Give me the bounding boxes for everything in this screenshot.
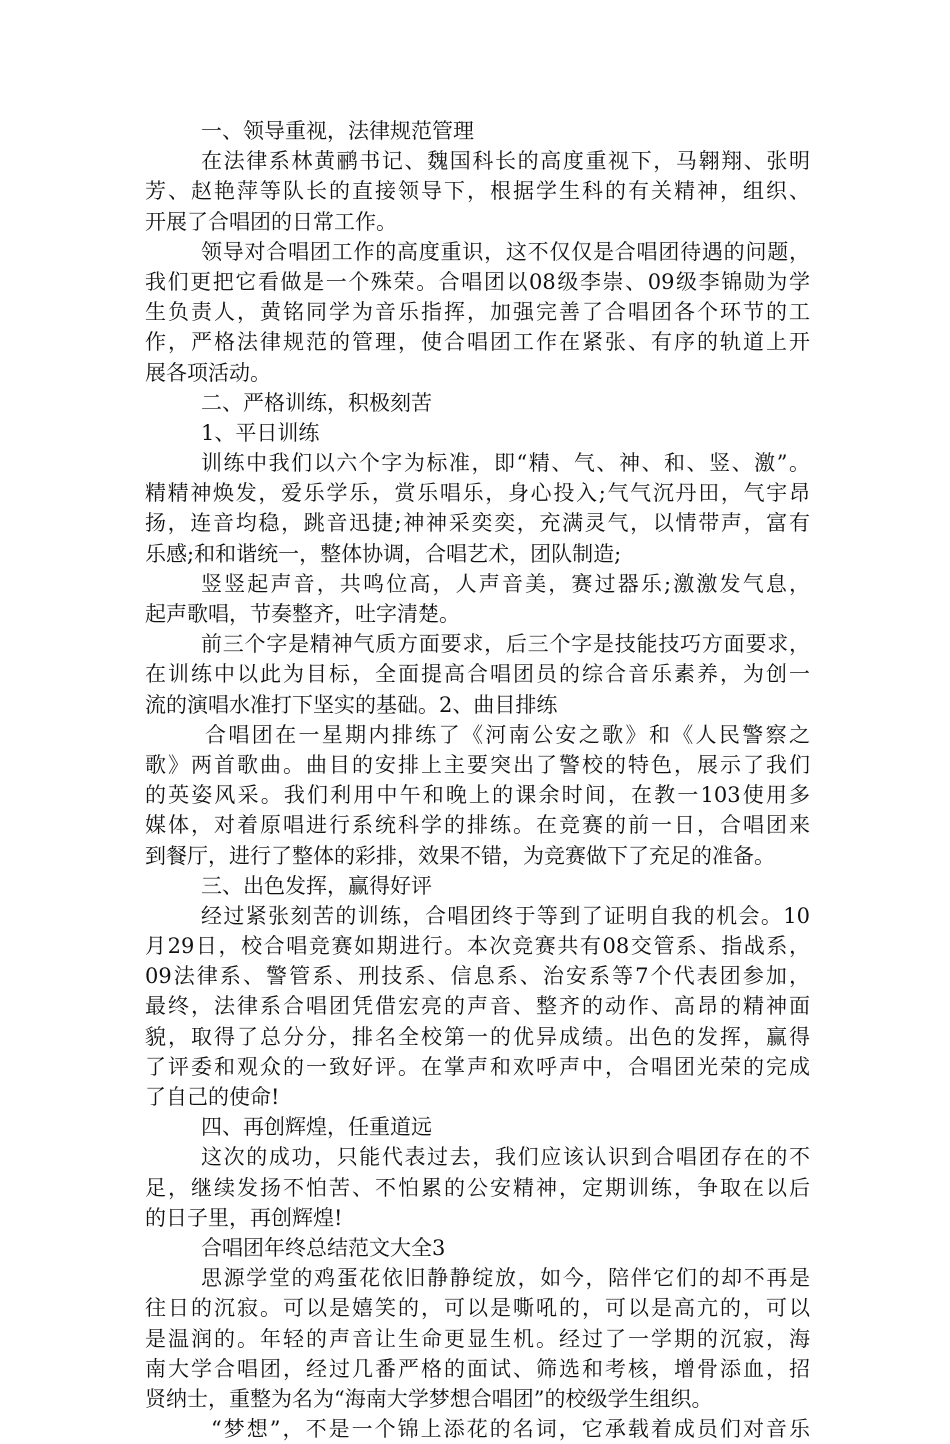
paragraph-line: 我们更把它看做是一个殊荣。合唱团以08级李崇、09级李锦勋为学 — [145, 269, 810, 294]
paragraph-line: 芳、赵艳萍等队长的直接领导下，根据学生科的有关精神，组织、 — [145, 179, 810, 204]
paragraph-line: 精精神焕发，爱乐学乐，赏乐唱乐，身心投入;气气沉丹田，气宇昂 — [145, 481, 810, 506]
paragraph-line: 在训练中以此为目标，全面提高合唱团员的综合音乐素养，为创一 — [145, 662, 810, 687]
paragraph-line: 最终，法律系合唱团凭借宏亮的声音、整齐的动作、高昂的精神面 — [145, 994, 810, 1019]
section-heading-4: 四、再创辉煌，任重道远 — [201, 1115, 432, 1140]
paragraph-line: 往日的沉寂。可以是嬉笑的，可以是嘶吼的，可以是高亢的，可以 — [145, 1296, 810, 1321]
article-title: 合唱团年终总结范文大全3 — [201, 1235, 446, 1260]
paragraph-line: 竖竖起声音，共鸣位高，人声音美，赛过器乐;激激发气息， — [201, 571, 810, 596]
paragraph-line: 09法律系、警管系、刑技系、信息系、治安系等7个代表团参加， — [145, 964, 810, 989]
paragraph-line: 这次的成功，只能代表过去，我们应该认识到合唱团存在的不 — [201, 1145, 810, 1170]
paragraph-line: “梦想”，不是一个锦上添花的名词，它承载着成员们对音乐 — [211, 1417, 810, 1442]
paragraph-line: 貌，取得了总分分，排名全校第一的优异成绩。出色的发挥，赢得 — [145, 1024, 810, 1049]
paragraph-line: 了自己的使命! — [145, 1085, 280, 1109]
paragraph-line: 到餐厅，进行了整体的彩排，效果不错，为竞赛做下了充足的准备。 — [145, 843, 775, 868]
paragraph-line: 前三个字是精神气质方面要求，后三个字是技能技巧方面要求， — [201, 632, 810, 657]
paragraph-line: 贤纳士，重整为名为“海南大学梦想合唱团”的校级学生组织。 — [145, 1386, 713, 1411]
section-heading-2: 二、严格训练，积极刻苦 — [201, 390, 432, 415]
paragraph-line: 开展了合唱团的日常工作。 — [145, 209, 397, 234]
paragraph-line: 是温润的。年轻的声音让生命更显生机。经过了一学期的沉寂，海 — [145, 1326, 810, 1351]
paragraph-line: 在法律系林黄鹂书记、魏国科长的高度重视下，马翱翔、张明 — [201, 149, 810, 174]
document-body — [145, 116, 810, 1444]
section-heading-1: 一、领导重视，法律规范管理 — [201, 119, 474, 143]
paragraph-line: 歌》两首歌曲。曲目的安排上主要突出了警校的特色，展示了我们 — [145, 752, 810, 777]
paragraph-line: 扬，连音均稳，跳音迅捷;神神采奕奕，充满灵气，以情带声，富有 — [145, 511, 810, 536]
paragraph-line: 乐感;和和谐统一，整体协调，合唱艺术，团队制造; — [145, 541, 622, 566]
paragraph-line: 经过紧张刻苦的训练，合唱团终于等到了证明自我的机会。10 — [201, 903, 810, 928]
paragraph-line: 生负责人，黄铭同学为音乐指挥，加强完善了合唱团各个环节的工 — [145, 300, 810, 325]
paragraph-line: 合唱团在一星期内排练了《河南公安之歌》和《人民警察之 — [205, 722, 810, 747]
paragraph-line: 思源学堂的鸡蛋花依旧静静绽放，如今，陪伴它们的却不再是 — [201, 1266, 810, 1291]
paragraph-line: 媒体，对着原唱进行系统科学的排练。在竞赛的前一日，合唱团来 — [145, 813, 810, 838]
paragraph-line: 了评委和观众的一致好评。在掌声和欢呼声中，合唱团光荣的完成 — [145, 1054, 810, 1079]
paragraph-line: 的日子里，再创辉煌! — [145, 1205, 343, 1230]
paragraph-line: 流的演唱水准打下坚实的基础。2、曲目排练 — [145, 692, 558, 717]
subheading-daily-training: 1、平日训练 — [201, 420, 320, 445]
paragraph-line: 展各项活动。 — [145, 360, 271, 385]
paragraph-line: 足，继续发扬不怕苦、不怕累的公安精神，定期训练，争取在以后 — [145, 1175, 810, 1200]
section-heading-3: 三、出色发挥，赢得好评 — [201, 873, 432, 898]
paragraph-line: 起声歌唱，节奏整齐，吐字清楚。 — [145, 602, 460, 626]
paragraph-line: 作，严格法律规范的管理，使合唱团工作在紧张、有序的轨道上开 — [145, 330, 810, 355]
paragraph-line: 月29日，校合唱竞赛如期进行。本次竞赛共有08交管系、指战系， — [145, 934, 810, 959]
paragraph-line: 领导对合唱团工作的高度重识，这不仅仅是合唱团待遇的问题， — [201, 239, 810, 264]
paragraph-line: 训练中我们以六个字为标准，即“精、气、神、和、竖、激”。 — [201, 451, 810, 476]
paragraph-line: 南大学合唱团，经过几番严格的面试、筛选和考核，增骨添血，招 — [145, 1356, 810, 1381]
paragraph-line: 的英姿风采。我们利用中午和晚上的课余时间，在教一103使用多 — [145, 783, 810, 808]
